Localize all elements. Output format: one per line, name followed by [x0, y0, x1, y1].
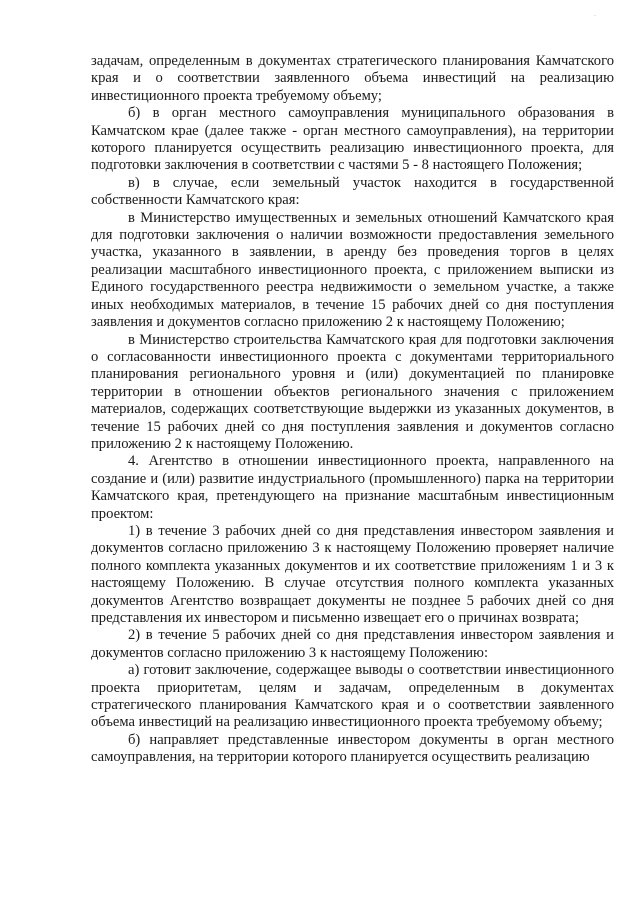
paragraph-b-local-authority: б) в орган местного самоуправления муниципального образования в Камчатском крае (далее также - орган местного самоуправления), на территории которого планируется осуществить реализацию инвестиционного проекта, для подготовки заключения в соответствии с частями 5 - 8 настоящего Положения;	[91, 105, 614, 174]
document-body	[91, 53, 614, 767]
paragraph-4-1: 1) в течение 3 рабочих дней со дня представления инвестором заявления и документов согласно приложению 3 к настоящему Положению проверяет наличие полного комплекта указанных документов и их соответствие приложениям 1 и 3 к настоящему Положению. В случае отсутствия полного комплекта указанных документов Агентство возвращает документы не позднее 5 рабочих дней со дня представления их инвестором и письменно извещает его о причинах возврата;	[91, 522, 614, 626]
paragraph-4-2-a: а) готовит заключение, содержащее выводы о соответствии инвестиционного проекта приоритетам, целям и задачам, определенным в документах стратегического планирования Камчатского края и о соответствии заявленного объема инвестиций на реализацию инвестиционного проекта требуемому объему;	[91, 662, 614, 731]
page-corner-mark: ·	[594, 13, 596, 20]
paragraph-ministry-property: в Министерство имущественных и земельных отношений Камчатского края для подготовки заключения о наличии возможности предоставления земельного участка, указанного в заявлении, в аренду без проведения торгов в целях реализации масштабного инвестиционного проекта, с приложением выписки из Единого государственного реестра недвижимости о земельном участке, а также иных необходимых материалов, в течение 15 рабочих дней со дня поступления заявления и документов согласно приложению 2 к настоящему Положению;	[91, 209, 614, 331]
paragraph-continuation: задачам, определенным в документах стратегического планирования Камчатского края и о соответствии заявленного объема инвестиций на реализацию инвестиционного проекта требуемому объему;	[91, 53, 614, 104]
paragraph-ministry-construction: в Министерство строительства Камчатского края для подготовки заключения о согласованности инвестиционного проекта с документами территориального планирования регионального уровня и (или) документацией по планировке территории в отношении объектов регионального значения с приложением материалов, содержащих соответствующие выдержки из указанных документов, в течение 15 рабочих дней со дня поступления заявления и документов согласно приложению 2 к настоящему Положению.	[91, 331, 614, 452]
paragraph-4-agency: 4. Агентство в отношении инвестиционного проекта, направленного на создание и (или) развитие индустриального (промышленного) парка на территории Камчатского края, претендующего на признание масштабным инвестиционным проектом:	[91, 453, 614, 522]
paragraph-4-2: 2) в течение 5 рабочих дней со дня представления инвестором заявления и документов согласно приложению 3 к настоящему Положению:	[91, 627, 614, 661]
paragraph-4-2-b: б) направляет представленные инвестором документы в орган местного самоуправления, на территории которого планируется осуществить реализацию	[91, 731, 614, 766]
paragraph-v-state-land: в) в случае, если земельный участок находится в государственной собственности Камчатского края:	[91, 174, 614, 209]
